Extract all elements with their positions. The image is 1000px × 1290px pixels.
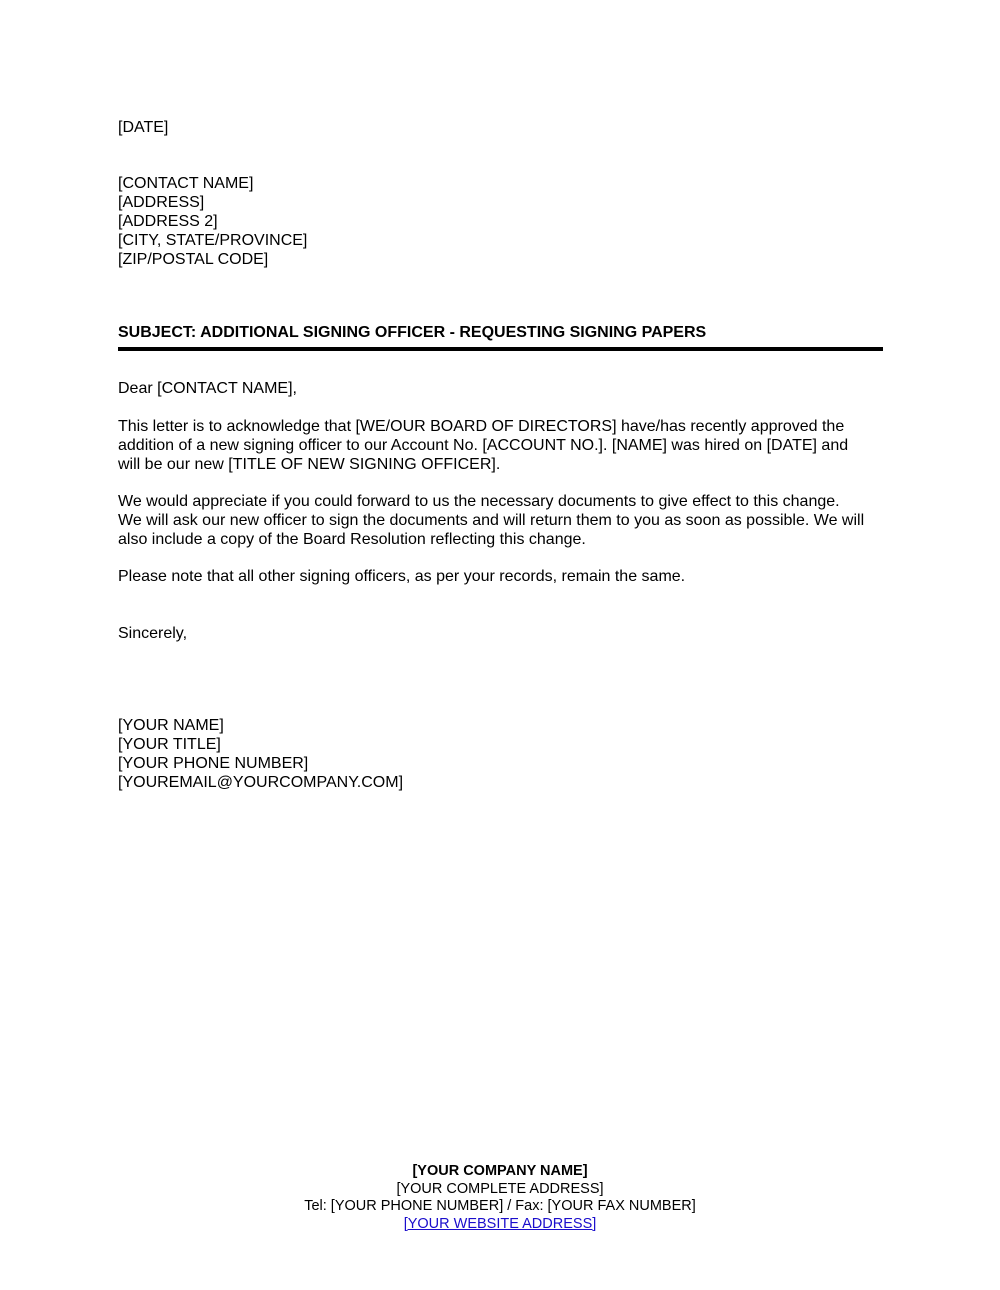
body-paragraph-3	[118, 567, 898, 586]
salutation: Dear [CONTACT NAME],	[118, 380, 297, 397]
closing: Sincerely,	[118, 625, 188, 642]
paragraph-line: We would appreciate if you could forward to us the necessary documents to give effect to this change.	[118, 493, 840, 510]
recipient-address: [ADDRESS]	[118, 194, 205, 211]
subject-line: SUBJECT: ADDITIONAL SIGNING OFFICER - REQUESTING SIGNING PAPERS	[118, 324, 707, 341]
recipient-contact-name: [CONTACT NAME]	[118, 175, 254, 192]
paragraph-line: also include a copy of the Board Resolution reflecting this change.	[118, 531, 586, 548]
paragraph-line: addition of a new signing officer to our Account No. [ACCOUNT NO.]. [NAME] was hired on [DATE] and	[118, 437, 849, 454]
footer-website-link[interactable]: [YOUR WEBSITE ADDRESS]	[403, 1215, 597, 1232]
signature-title: [YOUR TITLE]	[118, 736, 221, 753]
letter-date: [DATE]	[118, 119, 169, 136]
footer-company-name: [YOUR COMPANY NAME]	[412, 1163, 588, 1179]
recipient-address-block	[118, 174, 307, 269]
recipient-zip: [ZIP/POSTAL CODE]	[118, 251, 269, 268]
footer-address: [YOUR COMPLETE ADDRESS]	[396, 1180, 604, 1197]
paragraph-line: Please note that all other signing officers, as per your records, remain the same.	[118, 568, 686, 585]
paragraph-line: We will ask our new officer to sign the documents and will return them to you as soon as possible. We will	[118, 512, 865, 529]
recipient-address-2: [ADDRESS 2]	[118, 213, 218, 230]
signature-name: [YOUR NAME]	[118, 717, 224, 734]
subject-divider	[118, 347, 883, 351]
body-paragraph-2	[118, 492, 898, 549]
signature-phone: [YOUR PHONE NUMBER]	[118, 755, 309, 772]
paragraph-line: will be our new [TITLE OF NEW SIGNING OFFICER].	[118, 456, 501, 473]
signature-email: [YOUREMAIL@YOURCOMPANY.COM]	[118, 774, 404, 791]
footer-contact: Tel: [YOUR PHONE NUMBER] / Fax: [YOUR FAX NUMBER]	[304, 1198, 696, 1214]
signature-block	[118, 716, 403, 792]
letterhead-footer	[0, 1163, 1000, 1233]
paragraph-line: This letter is to acknowledge that [WE/OUR BOARD OF DIRECTORS] have/has recently approved the	[118, 418, 845, 435]
recipient-city-state: [CITY, STATE/PROVINCE]	[118, 232, 308, 249]
body-paragraph-1	[118, 417, 898, 474]
